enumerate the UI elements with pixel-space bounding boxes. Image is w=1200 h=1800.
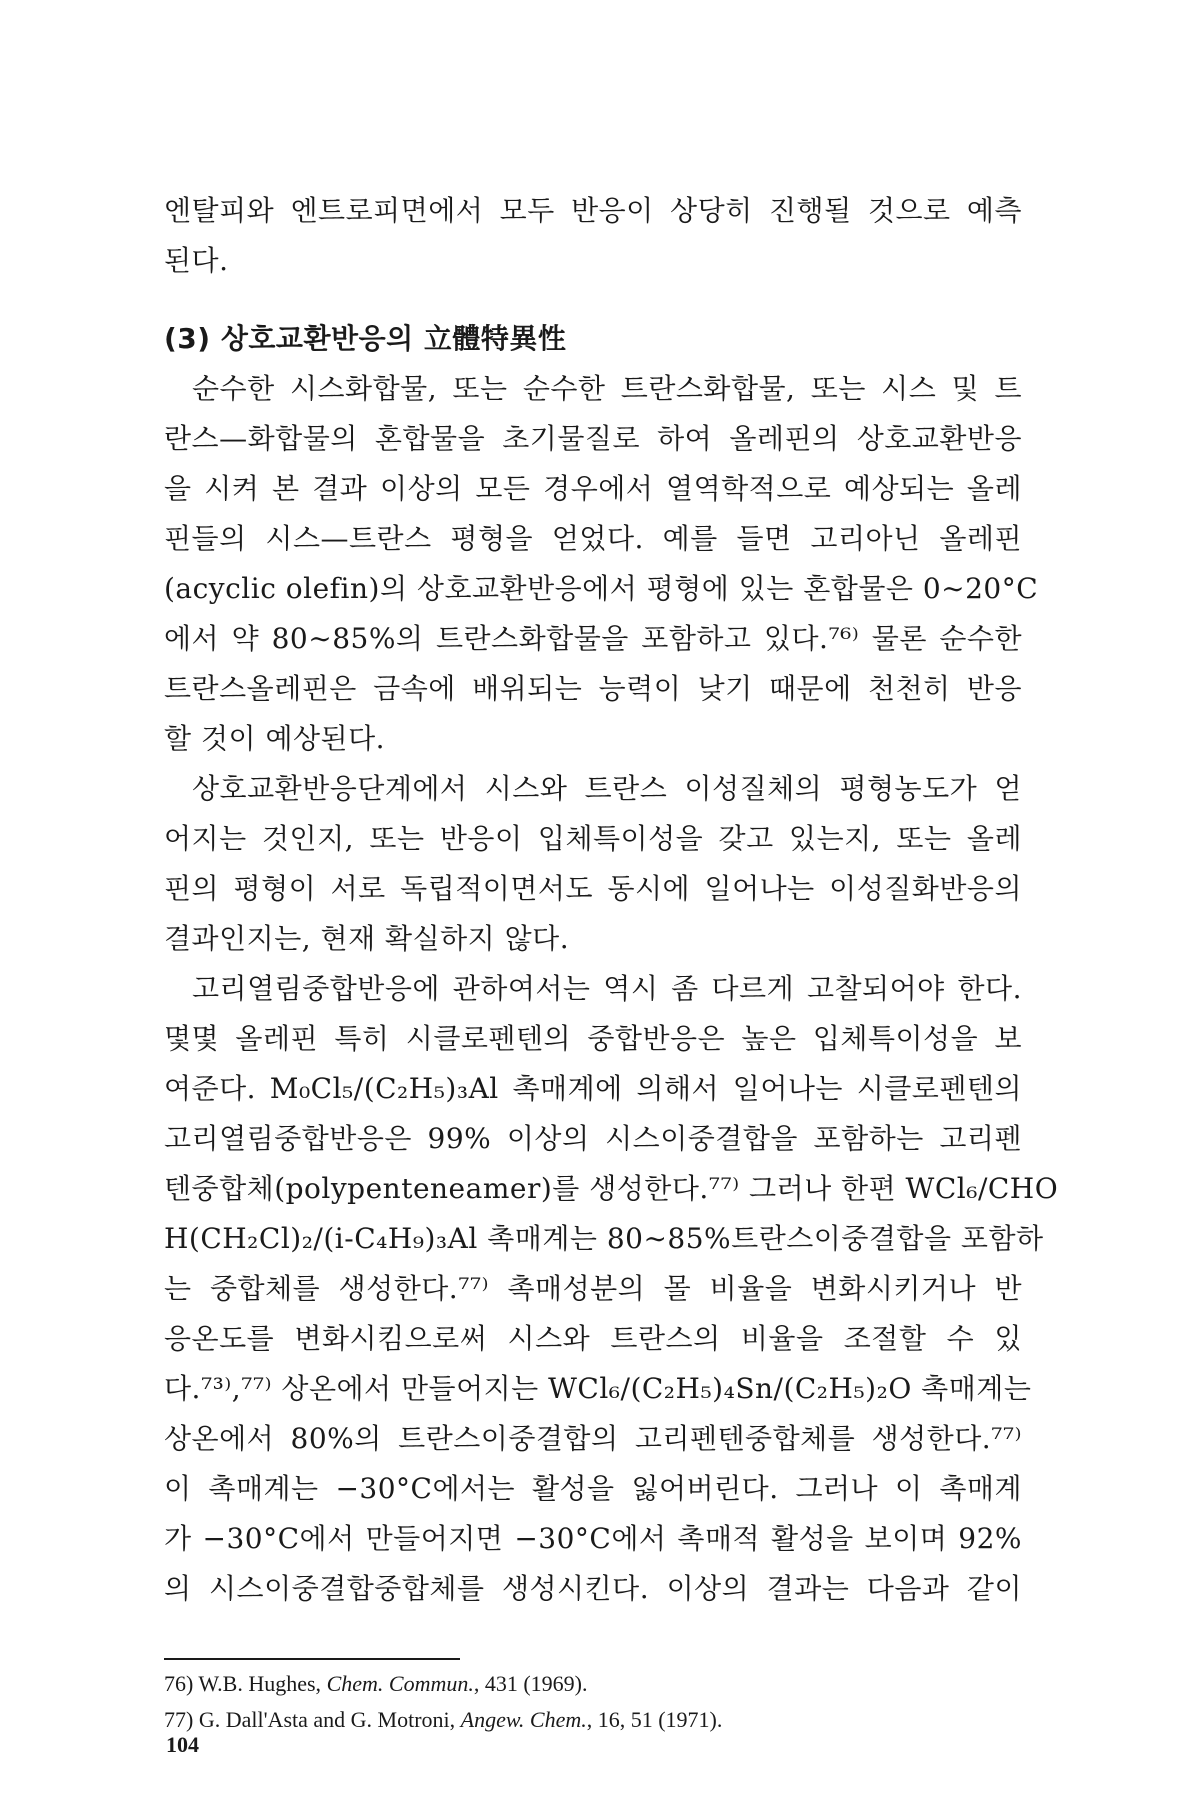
text-line: 고리열림중합반응은 99% 이상의 시스이중결합을 포함하는 고리펜 [164,1122,1022,1155]
text-line: 결과인지는, 현재 확실하지 않다. [164,922,570,955]
text-line: 핀의 평형이 서로 독립적이면서도 동시에 일어나는 이성질화반응의 [164,872,1022,905]
text-line: 된다. [164,244,229,277]
text-line: 텐중합체(polypenteneamer)를 생성한다.⁷⁷⁾ 그러나 한편 WCl₆/CHO [164,1172,1059,1205]
text-line: 다.⁷³⁾,⁷⁷⁾ 상온에서 만들어지는 WCl₆/(C₂H₅)₄Sn/(C₂H₅)₂O 촉매계는 [164,1372,1032,1405]
text-line: (acyclic olefin)의 상호교환반응에서 평형에 있는 혼합물은 0∼20°C [164,572,1039,605]
body-text [164,186,1059,1614]
footnote-divider [164,1658,460,1660]
footnote-text: , 16, 51 (1971). [586,1707,723,1732]
footnote-journal: Angew. Chem. [460,1707,587,1732]
text-line: 에서 약 80∼85%의 트란스화합물을 포함하고 있다.⁷⁶⁾ 물론 순수한 [164,622,1022,655]
text-line: 란스—화합물의 혼합물을 초기물질로 하여 올레핀의 상호교환반응 [164,422,1022,455]
text-line: 할 것이 예상된다. [164,722,386,755]
paragraph-3 [164,764,1022,964]
text-line: 는 중합체를 생성한다.⁷⁷⁾ 촉매성분의 몰 비율을 변화시키거나 반 [164,1272,1022,1305]
text-line: 어지는 것인지, 또는 반응이 입체특이성을 갖고 있는지, 또는 올레 [164,822,1022,855]
text-line: 상온에서 80%의 트란스이중결합의 고리펜텐중합체를 생성한다.⁷⁷⁾ [164,1422,1022,1455]
text-line: 순수한 시스화합물, 또는 순수한 트란스화합물, 또는 시스 및 트 [192,372,1022,405]
footnote-76 [164,1666,1022,1702]
text-line: 의 시스이중결합중합체를 생성시킨다. 이상의 결과는 다음과 같이 [164,1572,1022,1605]
footnotes [164,1666,1022,1738]
text-line: H(CH₂Cl)₂/(i-C₄H₉)₃Al 촉매계는 80∼85%트란스이중결합을 포함하 [164,1222,1044,1255]
footnote-text: , 431 (1969). [473,1671,588,1696]
footnote-77 [164,1702,1022,1738]
footnote-text: 77) G. Dall'Asta and G. Motroni, [164,1707,461,1732]
section-heading: (3) 상호교환반응의 立體特異性 [164,322,567,355]
text-line: 엔탈피와 엔트로피면에서 모두 반응이 상당히 진행될 것으로 예측 [164,194,1022,227]
paragraph-4 [164,964,1059,1614]
text-line: 몇몇 올레핀 특히 시클로펜텐의 중합반응은 높은 입체특이성을 보 [164,1022,1022,1055]
text-line: 트란스올레핀은 금속에 배위되는 능력이 낮기 때문에 천천히 반응 [164,672,1022,705]
paragraph-1 [164,186,1022,286]
text-line: 가 −30°C에서 만들어지면 −30°C에서 촉매적 활성을 보이며 92% [164,1522,1022,1555]
text-line: 이 촉매계는 −30°C에서는 활성을 잃어버린다. 그러나 이 촉매계 [164,1472,1022,1505]
text-line: 을 시켜 본 결과 이상의 모든 경우에서 열역학적으로 예상되는 올레 [164,472,1022,505]
paragraph-2 [164,364,1039,764]
page-number: 104 [166,1732,199,1757]
text-line: 고리열림중합반응에 관하여서는 역시 좀 다르게 고찰되어야 한다. [192,972,1022,1005]
footnote-journal: Chem. Commun. [326,1671,474,1696]
text-line: 응온도를 변화시킴으로써 시스와 트란스의 비율을 조절할 수 있 [164,1322,1022,1355]
footnote-text: 76) W.B. Hughes, [164,1671,327,1696]
text-line: 여준다. M₀Cl₅/(C₂H₅)₃Al 촉매계에 의해서 일어나는 시클로펜텐의 [164,1072,1022,1105]
text-line: 핀들의 시스—트란스 평형을 얻었다. 예를 들면 고리아닌 올레핀 [164,522,1022,555]
text-line: 상호교환반응단계에서 시스와 트란스 이성질체의 평형농도가 얻 [192,772,1022,805]
